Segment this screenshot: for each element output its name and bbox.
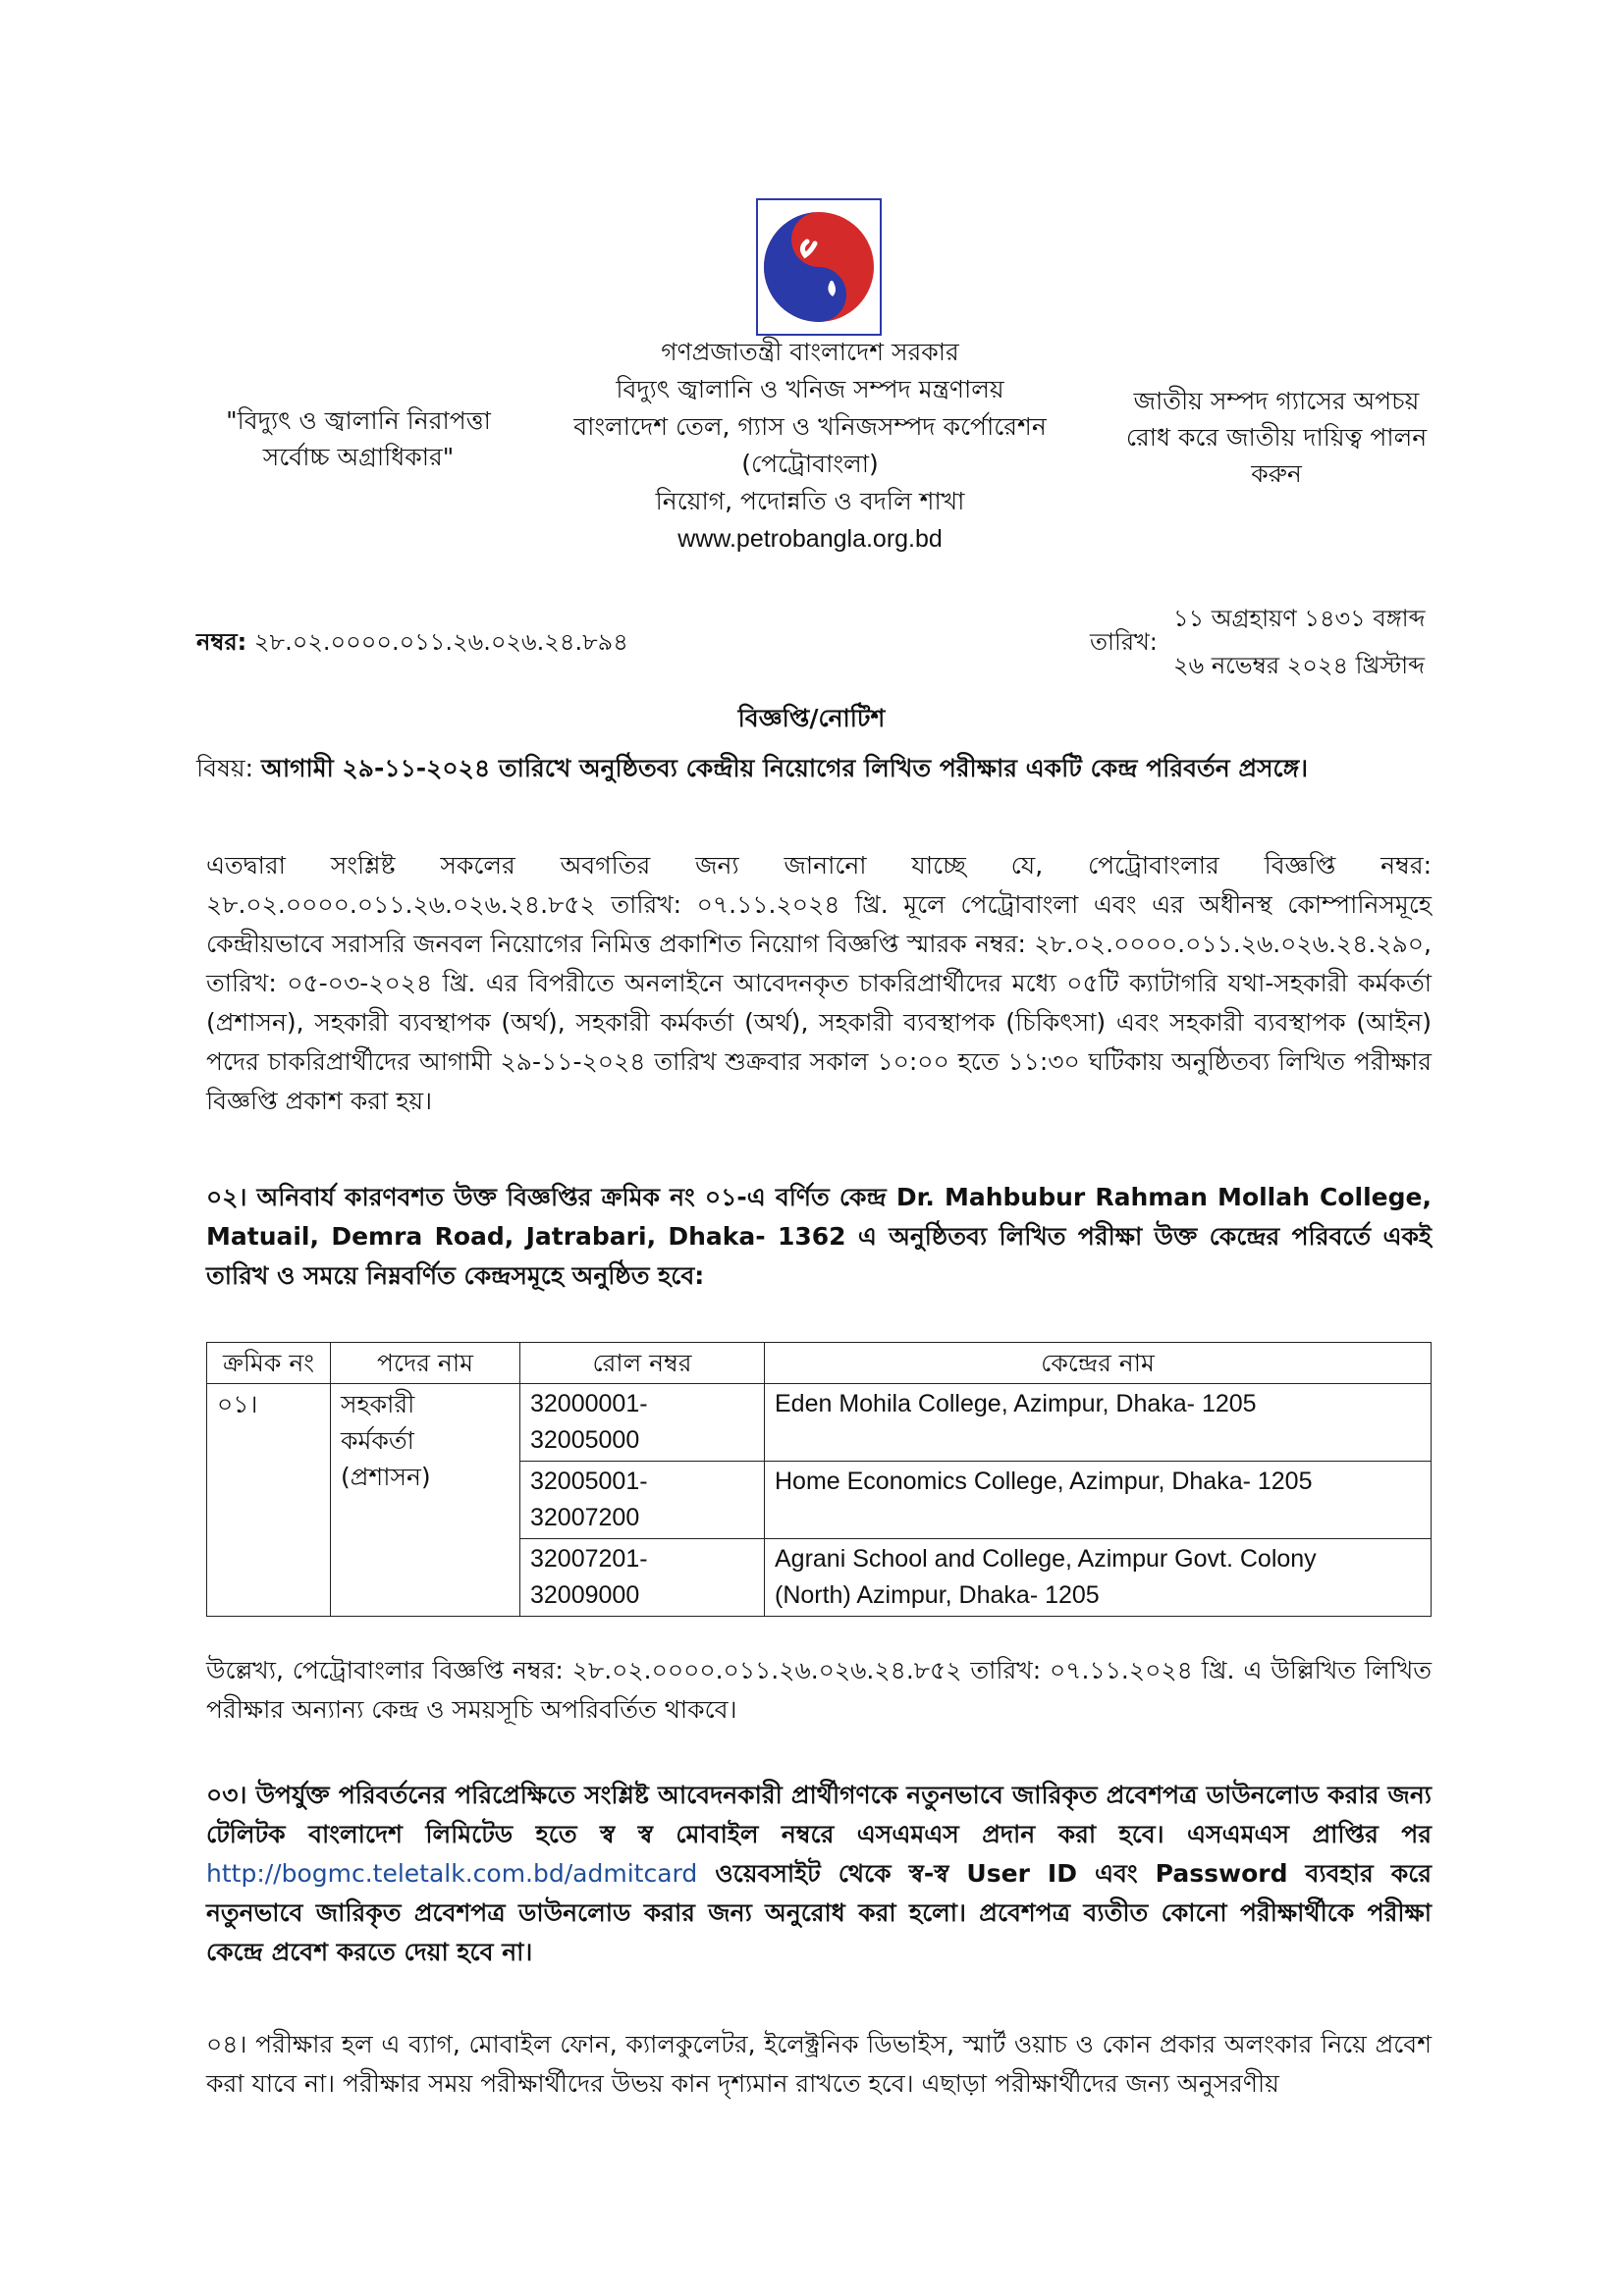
right-slogan-line: করুন (1251, 459, 1302, 488)
corporation-name: বাংলাদেশ তেল, গ্যাস ও খনিজসম্পদ কর্পোরেশন (573, 412, 1047, 441)
subject-text: আগামী ২৯-১১-২০২৪ তারিখে অনুষ্ঠিতব্য কেন্দ্রীয় নিয়োগের লিখিত পরীক্ষার একটি কেন্দ্র পরিবর্তন প্রসঙ্গে। (260, 754, 1309, 782)
center-cell (765, 1539, 1432, 1617)
roll-from: 32005001- (530, 1468, 648, 1495)
roll-cell (520, 1384, 765, 1462)
center-line: (North) Azimpur, Dhaka- 1205 (775, 1581, 1100, 1609)
exam-centers-table (206, 1342, 1432, 1617)
roll-to: 32005000 (530, 1426, 640, 1454)
right-slogan (1100, 383, 1453, 492)
center-line: Agrani School and College, Azimpur Govt. Colony (775, 1545, 1317, 1573)
memo-label: নম্বর: (196, 628, 247, 656)
memo-number-value: ২৮.০২.০০০০.০১১.২৬.০২৬.২৪.৮৯৪ (253, 628, 628, 656)
post-line: কর্মকর্তা (341, 1426, 414, 1455)
left-slogan-line: সর্বোচ্চ অগ্রাধিকার" (262, 443, 455, 471)
memo-number (196, 624, 628, 664)
notice-subject (196, 749, 1434, 791)
serial-cell: ০১। (207, 1384, 331, 1617)
paragraph-5: ০৪। পরীক্ষার হল এ ব্যাগ, মোবাইল ফোন, ক্যালকুলেটর, ইলেক্ট্রনিক ডিভাইস, স্মার্ট ওয়াচ ও কোন প্রকার অলংকার নিয়ে প্রবেশ করা যাবে না। পরীক্ষার সময় পরীক্ষার্থীদের উভয় কান দৃশ্যমান রাখতে হবে। এছাড়া পরীক্ষার্থীদের জন্য অনুসরণীয় (206, 2030, 1432, 2098)
paragraph-4 (206, 1776, 1432, 1972)
roll-from: 32000001- (530, 1390, 648, 1417)
center-line: Home Economics College, Azimpur, Dhaka- 1205 (775, 1468, 1313, 1495)
left-slogan-line: "বিদ্যুৎ ও জ্বালানি নিরাপত্তা (226, 406, 491, 435)
center-cell (765, 1462, 1432, 1539)
roll-to: 32009000 (530, 1581, 640, 1609)
gov-name: গণপ্রজাতন্ত্রী বাংলাদেশ সরকার (661, 338, 959, 366)
notice-title: বিজ্ঞপ্তি/নোটিশ (737, 704, 886, 732)
table-header-serial: ক্রমিক নং (207, 1343, 331, 1384)
roll-from: 32007201- (530, 1545, 648, 1573)
corporation-short-name: (পেট্রোবাংলা) (741, 450, 879, 478)
table-row (207, 1384, 1432, 1462)
paragraph-4-text: ০৩। উপর্যুক্ত পরিবর্তনের পরিপ্রেক্ষিতে সংশ্লিষ্ট আবেদনকারী প্রার্থীগণকে নতুনভাবে জারিকৃত প্রবেশপত্র ডাউনলোড করার জন্য টেলিটক বাংলাদেশ লিমিটেড হতে স্ব স্ব মোবাইল নম্বরে এসএমএস প্রদান করা হবে। এসএমএস প্রাপ্তির পর (206, 1781, 1432, 1848)
date-values (1173, 595, 1425, 689)
post-line: সহকারী (341, 1390, 415, 1418)
roll-to: 32007200 (530, 1504, 640, 1531)
header-organization-block (530, 334, 1090, 558)
center-line: Eden Mohila College, Azimpur, Dhaka- 1205 (775, 1390, 1257, 1417)
table-header-center: কেন্দ্রের নাম (765, 1343, 1432, 1384)
paragraph-1: এতদ্বারা সংশ্লিষ্ট সকলের অবগতির জন্য জানানো যাচ্ছে যে, পেট্রোবাংলার বিজ্ঞপ্তি নম্বর: ২৮.০২.০০০০.০১১.২৬.০২৬.২৪.৮৫২ তারিখ: ০৭.১১.২০২৪ খ্রি. মূলে পেট্রোবাংলা এবং এর অধীনস্থ কোম্পানিসমূহে কেন্দ্রীয়ভাবে সরাসরি জনবল নিয়োগের নিমিত্ত প্রকাশিত নিয়োগ বিজ্ঞপ্তি স্মারক নম্বর: ২৮.০২.০০০০.০১১.২৬.০২৬.২৪.২৯০, তারিখ: ০৫-০৩-২০২৪ খ্রি. এর বিপরীতে অনলাইনে আবেদনকৃত চাকরিপ্রার্থীদের মধ্যে ০৫টি ক্যাটাগরি যথা-সহকারী কর্মকর্তা (প্রশাসন), সহকারী ব্যবস্থাপক (অর্থ), সহকারী কর্মকর্তা (অর্থ), সহকারী ব্যবস্থাপক (চিকিৎসা) এবং সহকারী ব্যবস্থাপক (আইন) পদের চাকরিপ্রার্থীদের আগামী ২৯-১১-২০২৪ তারিখ শুক্রবার সকাল ১০:০০ হতে ১১:৩০ ঘটিকায় অনুষ্ঠিতব্য লিখিত পরীক্ষার বিজ্ঞপ্তি প্রকাশ করা হয়। (206, 851, 1432, 1115)
date-bangla: ১১ অগ্রহায়ণ ১৪৩১ বঙ্গাব্দ (1173, 605, 1426, 632)
date-gregorian: ২৬ নভেম্বর ২০২৪ খ্রিস্টাব্দ (1173, 652, 1425, 679)
right-slogan-line: জাতীয় সম্পদ গ্যাসের অপচয় (1133, 387, 1420, 415)
ministry-name: বিদ্যুৎ জ্বালানি ও খনিজ সম্পদ মন্ত্রণালয় (616, 375, 1004, 403)
subject-label: বিষয়: (196, 754, 254, 782)
table-header-roll: রোল নম্বর (520, 1343, 765, 1384)
admitcard-link[interactable]: http://bogmc.teletalk.com.bd/admitcard (206, 1859, 698, 1888)
center-cell (765, 1384, 1432, 1462)
petrobangla-logo-icon (756, 198, 882, 336)
table-header-row (207, 1343, 1432, 1384)
right-slogan-line: রোধ করে জাতীয় দায়িত্ব পালন (1125, 423, 1428, 452)
post-line: (প্রশাসন) (341, 1463, 431, 1491)
roll-cell (520, 1539, 765, 1617)
date-label: তারিখ: (1090, 628, 1158, 656)
left-slogan (196, 402, 520, 475)
roll-cell (520, 1462, 765, 1539)
table-header-post: পদের নাম (331, 1343, 520, 1384)
paragraph-3: উল্লেখ্য, পেট্রোবাংলার বিজ্ঞপ্তি নম্বর: ২৮.০২.০০০০.০১১.২৬.০২৬.২৪.৮৫২ তারিখ: ০৭.১১.২০২৪ খ্রি. এ উল্লিখিত লিখিত পরীক্ষার অন্যান্য কেন্দ্র ও সময়সূচি অপরিবর্তিত থাকবে। (206, 1656, 1432, 1724)
department-name: নিয়োগ, পদোন্নতি ও বদলি শাখা (655, 487, 965, 515)
website-link[interactable]: www.petrobangla.org.bd (677, 525, 943, 553)
paragraph-2: ০২। অনিবার্য কারণবশত উক্ত বিজ্ঞপ্তির ক্রমিক নং ০১-এ বর্ণিত কেন্দ্র Dr. Mahbubur Rahman Mollah College, Matuail, Demra Road, Jatrabari, Dhaka- 1362 এ অনুষ্ঠিতব্য লিখিত পরীক্ষা উক্ত কেন্দ্রের পরিবর্তে একই তারিখ ও সময়ে নিম্নবর্ণিত কেন্দ্রসমূহে অনুষ্ঠিত হবে: (206, 1183, 1432, 1290)
post-cell (331, 1384, 520, 1617)
paragraph-4-text: ওয়েবসাইট থেকে স্ব-স্ব User ID এবং Password ব্যবহার করে নতুনভাবে জারিকৃত প্রবেশপত্র ডাউনলোড করার জন্য অনুরোধ করা হলো। প্রবেশপত্র ব্যতীত কোনো পরীক্ষার্থীকে পরীক্ষা কেন্দ্রে প্রবেশ করতে দেয়া হবে না। (206, 1859, 1432, 1966)
